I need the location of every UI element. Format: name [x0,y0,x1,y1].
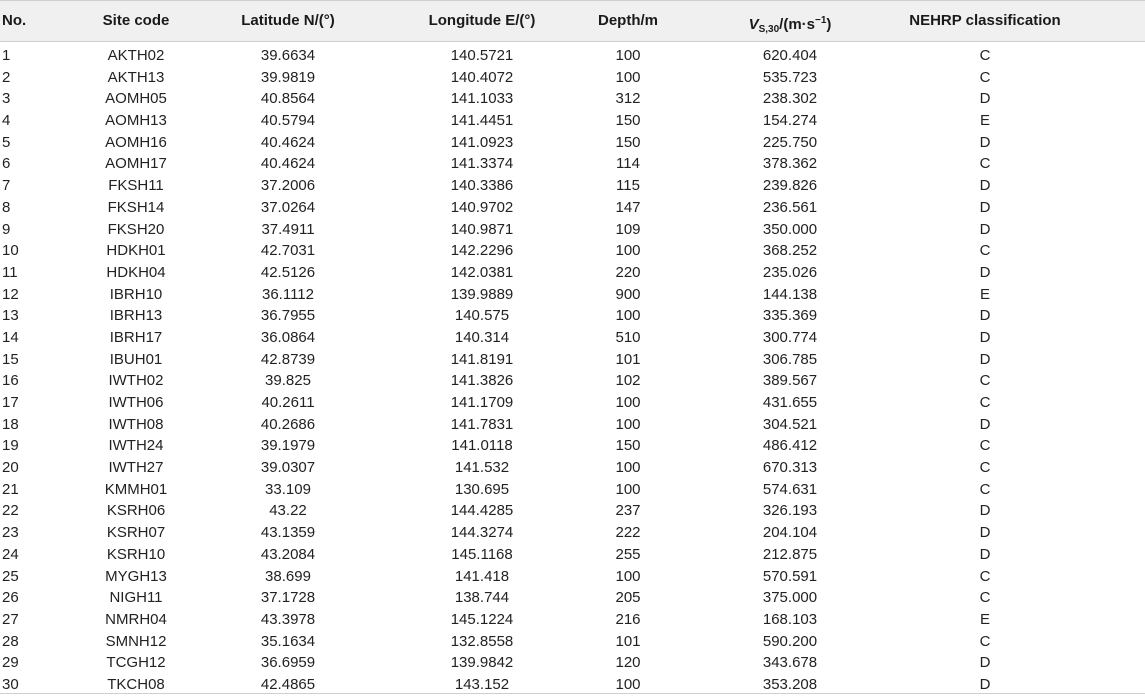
cell-site-code: SMNH12 [105,632,167,650]
table-header [0,0,1145,42]
table-row [0,197,1145,219]
cell-latitude: 37.2006 [260,177,316,195]
cell-latitude: 38.699 [265,567,311,585]
cell-site-code: FKSH11 [108,177,164,195]
table-row [0,500,1145,522]
table-row [0,652,1145,674]
cell-vs30: 590.200 [762,632,818,650]
table-row [0,88,1145,110]
cell-latitude: 33.109 [265,480,311,498]
cell-no: 1 [2,47,11,64]
cell-no: 18 [2,415,19,433]
cell-vs30: 431.655 [762,394,818,411]
table-row [0,45,1145,67]
table-row [0,544,1145,566]
cell-longitude: 141.418 [454,567,510,585]
cell-longitude: 130.695 [454,480,510,498]
cell-site-code: FKSH20 [107,220,165,238]
cell-vs30: 168.103 [762,610,818,628]
header-vs30-close: ) [826,16,832,33]
table-row [0,457,1145,479]
cell-vs30: 486.412 [762,437,818,455]
cell-vs30: 343.678 [762,654,818,672]
cell-nehrp: C [979,480,991,498]
cell-latitude: 43.3978 [260,610,316,628]
cell-latitude: 40.2611 [261,394,315,411]
cell-no: 11 [2,263,18,281]
cell-site-code: KMMH01 [104,480,168,498]
cell-vs30: 225.750 [762,133,818,151]
cell-longitude: 141.1709 [450,394,514,411]
cell-depth: 114 [616,155,640,173]
cell-site-code: IBRH10 [109,285,163,303]
cell-latitude: 39.9819 [260,68,316,86]
cell-site-code: KSRH10 [106,545,166,563]
cell-depth: 150 [615,437,641,455]
cell-longitude: 141.0923 [450,133,514,151]
cell-longitude: 140.575 [454,307,510,325]
cell-site-code: IBUH01 [109,350,163,368]
cell-longitude: 140.9871 [450,220,514,238]
header-longitude: Longitude E/(°) [428,12,536,29]
cell-no: 24 [2,545,19,563]
table-row [0,240,1145,262]
cell-vs30: 154.274 [762,112,818,130]
cell-latitude: 42.8739 [260,350,316,368]
cell-depth: 312 [615,90,641,108]
cell-latitude: 43.1359 [260,524,316,542]
cell-depth: 222 [615,524,641,542]
cell-longitude: 141.7831 [450,415,514,433]
cell-no: 15 [2,350,19,368]
header-vs30-sub: S,30 [758,24,780,35]
cell-latitude: 39.6634 [260,47,316,64]
cell-vs30: 670.313 [762,459,818,477]
cell-nehrp: D [979,198,991,216]
cell-vs30: 375.000 [762,589,818,607]
cell-nehrp: D [979,524,991,542]
cell-longitude: 142.2296 [450,242,514,260]
cell-nehrp: D [979,675,991,693]
cell-longitude: 140.4072 [450,68,514,86]
cell-longitude: 141.1033 [450,90,514,108]
cell-vs30: 378.362 [762,155,818,173]
header-vs30 [715,1,865,41]
cell-latitude: 43.2084 [260,545,316,563]
cell-no: 13 [2,307,19,325]
cell-latitude: 40.4624 [260,155,316,173]
table-row [0,349,1145,371]
table-row [0,522,1145,544]
cell-no: 27 [2,610,19,628]
cell-depth: 100 [615,307,641,325]
cell-vs30: 570.591 [762,567,818,585]
table-row [0,327,1145,349]
cell-vs30: 304.521 [762,415,818,433]
cell-latitude: 40.4624 [260,133,316,151]
cell-longitude: 145.1168 [451,545,513,563]
cell-no: 16 [2,372,19,390]
header-depth: Depth/m [598,12,658,29]
bottom-rule [0,693,1145,694]
table-row [0,284,1145,306]
cell-vs30: 239.826 [762,177,818,195]
cell-depth: 150 [615,112,641,130]
table-row [0,479,1145,501]
cell-depth: 150 [615,133,641,151]
cell-nehrp: C [979,459,991,477]
cell-site-code: HDKH04 [106,263,166,281]
table-body [0,45,1145,696]
cell-site-code: NMRH04 [105,610,167,628]
cell-site-code: IBRH13 [109,307,163,325]
cell-longitude: 141.3826 [450,372,514,390]
cell-longitude: 143.152 [454,675,510,693]
cell-vs30: 620.404 [762,47,818,64]
cell-depth: 100 [615,675,641,693]
cell-longitude: 138.744 [454,589,510,607]
table-row [0,132,1145,154]
cell-nehrp: D [979,328,991,346]
cell-nehrp: C [979,242,991,260]
cell-depth: 101 [615,632,641,650]
cell-longitude: 132.8558 [450,632,514,650]
header-nehrp: NEHRP classification [909,12,1061,29]
cell-nehrp: C [979,47,991,64]
cell-latitude: 39.825 [265,372,311,390]
cell-depth: 120 [615,654,641,672]
cell-latitude: 37.0264 [260,198,316,216]
cell-nehrp: C [979,567,991,585]
cell-no: 4 [2,112,11,130]
cell-longitude: 145.1224 [450,610,514,628]
cell-vs30: 204.104 [762,524,818,542]
cell-depth: 115 [616,177,640,195]
cell-site-code: IWTH02 [108,372,164,390]
cell-depth: 147 [615,198,641,216]
cell-no: 8 [2,198,11,216]
table-row [0,435,1145,457]
table-row [0,262,1145,284]
cell-vs30: 212.875 [762,545,818,563]
table-row [0,305,1145,327]
header-no: No. [2,12,27,29]
cell-latitude: 37.1728 [260,589,316,607]
cell-site-code: TCGH12 [106,654,166,672]
cell-longitude: 140.314 [454,328,510,346]
header-vs30-unit: /(m·s [779,16,816,33]
cell-vs30: 235.026 [762,263,818,281]
table-row [0,110,1145,132]
cell-nehrp: E [979,112,990,130]
cell-depth: 220 [615,263,641,281]
cell-depth: 510 [615,328,641,346]
header-latitude: Latitude N/(°) [241,12,335,29]
cell-depth: 900 [615,285,641,303]
cell-no: 6 [2,155,11,173]
cell-no: 9 [2,220,11,238]
cell-nehrp: C [979,589,991,607]
cell-no: 28 [2,632,19,650]
cell-depth: 100 [615,394,641,411]
cell-longitude: 139.9889 [450,285,514,303]
cell-depth: 237 [615,502,641,520]
cell-site-code: IWTH27 [108,459,164,477]
table-row [0,414,1145,436]
cell-longitude: 141.8191 [450,350,514,368]
cell-nehrp: D [979,654,991,672]
cell-no: 10 [2,242,19,260]
cell-no: 25 [2,567,19,585]
cell-depth: 100 [615,68,641,86]
cell-vs30: 238.302 [762,90,818,108]
cell-site-code: AKTH02 [107,47,165,64]
cell-vs30: 535.723 [762,68,818,86]
cell-latitude: 40.2686 [260,415,316,433]
cell-depth: 216 [615,610,641,628]
table-row [0,370,1145,392]
cell-nehrp: D [979,545,991,563]
cell-latitude: 42.4865 [260,675,316,693]
cell-nehrp: C [979,632,991,650]
cell-nehrp: D [979,220,991,238]
cell-nehrp: C [979,437,991,455]
cell-nehrp: D [979,415,991,433]
cell-vs30: 144.138 [762,285,818,303]
cell-site-code: AOMH17 [105,155,167,173]
cell-latitude: 36.7955 [260,307,316,325]
cell-site-code: KSRH07 [106,524,166,542]
cell-nehrp: C [979,394,991,411]
cell-depth: 100 [615,459,641,477]
cell-nehrp: D [979,263,991,281]
cell-nehrp: E [979,285,990,303]
cell-nehrp: D [979,350,991,368]
cell-latitude: 43.22 [269,502,307,520]
cell-latitude: 39.1979 [260,437,316,455]
cell-no: 20 [2,459,19,477]
cell-longitude: 141.532 [454,459,510,477]
cell-nehrp: C [979,372,991,390]
header-vs30-sup: −1 [815,15,827,26]
cell-longitude: 142.0381 [450,263,514,281]
cell-depth: 100 [615,480,641,498]
cell-vs30: 335.369 [762,307,818,325]
cell-vs30: 368.252 [762,242,818,260]
cell-vs30: 236.561 [762,198,818,216]
cell-no: 3 [2,90,11,108]
cell-latitude: 40.5794 [260,112,316,130]
cell-no: 2 [2,68,11,86]
table-row [0,153,1145,175]
cell-vs30: 306.785 [762,350,818,368]
cell-no: 21 [2,480,19,498]
cell-site-code: AKTH13 [107,68,165,86]
cell-no: 26 [2,589,19,607]
cell-no: 23 [2,524,19,542]
cell-no: 12 [2,285,19,303]
cell-no: 5 [2,133,11,151]
cell-no: 22 [2,502,19,520]
cell-nehrp: D [979,307,991,325]
cell-nehrp: C [979,155,991,173]
table-row [0,631,1145,653]
cell-site-code: TKCH08 [107,675,165,693]
cell-depth: 100 [615,242,641,260]
cell-nehrp: C [979,68,991,86]
cell-depth: 100 [615,47,641,64]
cell-nehrp: D [979,177,991,195]
cell-vs30: 350.000 [762,220,818,238]
cell-nehrp: D [979,90,991,108]
cell-longitude: 144.3274 [450,524,514,542]
cell-longitude: 140.5721 [450,47,514,64]
cell-vs30: 300.774 [762,328,818,346]
cell-no: 17 [2,394,19,411]
header-site-code: Site code [102,12,170,29]
cell-site-code: IWTH24 [108,437,164,455]
header-vs30-v: V [748,16,759,33]
cell-depth: 109 [615,220,641,238]
cell-vs30: 574.631 [762,480,818,498]
table-row [0,67,1145,89]
cell-longitude: 140.9702 [450,198,514,216]
cell-no: 30 [2,675,19,693]
cell-latitude: 36.1112 [262,285,314,303]
table-row [0,566,1145,588]
cell-latitude: 36.6959 [260,654,316,672]
cell-latitude: 42.7031 [260,242,316,260]
cell-vs30: 389.567 [762,372,818,390]
cell-site-code: AOMH05 [105,90,167,108]
cell-site-code: IBRH17 [109,328,163,346]
cell-latitude: 35.1634 [260,632,316,650]
cell-depth: 101 [615,350,641,368]
cell-depth: 205 [615,589,641,607]
cell-depth: 100 [615,415,641,433]
cell-depth: 102 [615,372,641,390]
cell-vs30: 326.193 [762,502,818,520]
cell-no: 19 [2,437,19,455]
cell-depth: 100 [615,567,641,585]
cell-site-code: KSRH06 [106,502,166,520]
cell-site-code: AOMH16 [105,133,167,151]
cell-site-code: IWTH06 [108,394,164,411]
cell-longitude: 144.4285 [450,502,514,520]
cell-no: 29 [2,654,19,672]
cell-site-code: IWTH08 [108,415,164,433]
cell-longitude: 140.3386 [450,177,514,195]
table-row [0,175,1145,197]
cell-site-code: NIGH11 [109,589,163,607]
cell-no: 7 [2,177,11,195]
cell-nehrp: D [979,502,991,520]
cell-latitude: 40.8564 [260,90,316,108]
cell-longitude: 141.4451 [450,112,514,130]
table-row [0,609,1145,631]
table-row [0,392,1145,414]
table-row [0,219,1145,241]
cell-longitude: 141.0118 [451,437,513,455]
cell-longitude: 139.9842 [450,654,514,672]
cell-nehrp: D [979,133,991,151]
cell-nehrp: E [979,610,990,628]
cell-site-code: FKSH14 [107,198,165,216]
table-row [0,587,1145,609]
cell-latitude: 36.0864 [260,328,316,346]
cell-vs30: 353.208 [762,675,818,693]
cell-site-code: MYGH13 [105,567,167,585]
cell-site-code: AOMH13 [105,112,167,130]
cell-latitude: 42.5126 [260,263,316,281]
cell-longitude: 141.3374 [450,155,514,173]
cell-no: 14 [2,328,19,346]
cell-depth: 255 [615,545,641,563]
cell-latitude: 37.4911 [261,220,315,238]
cell-site-code: HDKH01 [106,242,166,260]
cell-latitude: 39.0307 [260,459,316,477]
